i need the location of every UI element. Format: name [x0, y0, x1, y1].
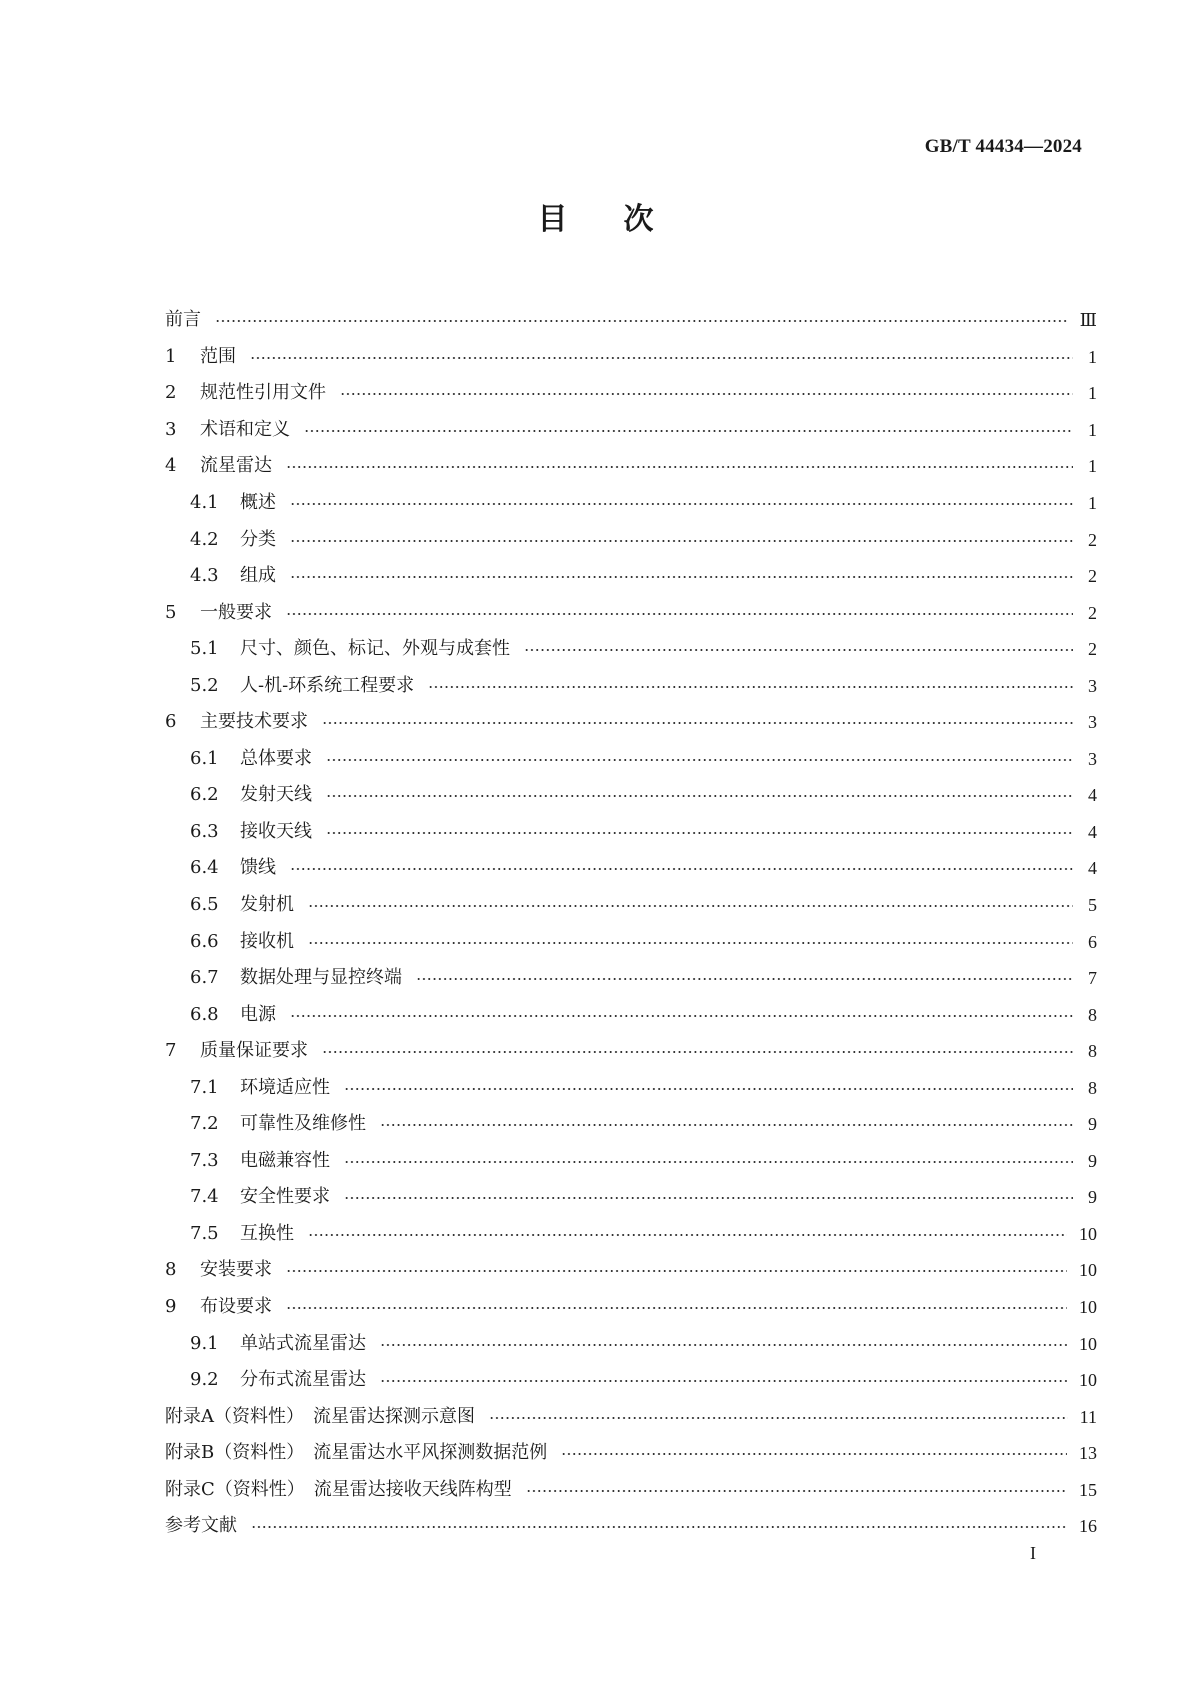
- toc-entry-title: 单站式流星雷达: [240, 1332, 366, 1354]
- toc-entry-title: 分类: [240, 528, 276, 550]
- dot-leader: [322, 1051, 1073, 1053]
- toc-entry-page: 2: [1088, 529, 1097, 550]
- dot-leader: [416, 978, 1073, 980]
- toc-entry-number: 4.2: [190, 528, 219, 550]
- toc-entry-title: 主要技术要求: [200, 711, 308, 733]
- toc-entry-number: 5: [165, 601, 177, 623]
- toc-entry-page: 1: [1088, 456, 1097, 477]
- toc-entry-title: 馈线: [240, 857, 276, 879]
- toc-entry[interactable]: [165, 923, 1097, 960]
- dot-leader: [290, 1015, 1073, 1017]
- dot-leader: [304, 430, 1073, 432]
- toc-entry-page: 9: [1088, 1150, 1097, 1171]
- toc-entry-page: 1: [1088, 493, 1097, 513]
- toc-entry-number: 7.2: [190, 1113, 219, 1135]
- toc-entry-title: 互换性: [240, 1222, 294, 1244]
- toc-entry-page: 3: [1088, 748, 1097, 769]
- toc-entry[interactable]: [165, 1435, 1097, 1472]
- toc-entry-number: 4.3: [190, 565, 219, 587]
- dot-leader: [428, 686, 1073, 688]
- toc-entry-title: 附录C（资料性） 流星雷达接收天线阵构型: [165, 1478, 512, 1500]
- toc-entry-title: 数据处理与显控终端: [240, 967, 402, 989]
- toc-entry-page: 4: [1088, 785, 1097, 806]
- dot-leader: [326, 795, 1073, 797]
- toc-entry-page: 1: [1088, 346, 1097, 367]
- toc-entry-number: 7: [165, 1040, 177, 1062]
- dot-leader: [290, 540, 1073, 542]
- toc-entry[interactable]: [165, 1216, 1097, 1253]
- toc-entry-number: 3: [165, 418, 177, 440]
- toc-entry[interactable]: [165, 485, 1097, 522]
- dot-leader: [290, 576, 1073, 578]
- toc-entry-number: 7.4: [190, 1186, 219, 1208]
- page-number: I: [1030, 1543, 1036, 1563]
- toc-entry[interactable]: [165, 667, 1097, 704]
- toc-entry-page: 1: [1088, 383, 1097, 404]
- toc-entry-page: 9: [1088, 1114, 1097, 1135]
- dot-leader: [380, 1380, 1067, 1382]
- toc-entry[interactable]: [165, 996, 1097, 1033]
- dot-leader: [326, 832, 1073, 834]
- toc-entry-page: 8: [1088, 1004, 1097, 1025]
- toc-entry[interactable]: [165, 558, 1097, 595]
- toc-entry-title: 发射机: [240, 894, 294, 916]
- dot-leader: [344, 1161, 1073, 1163]
- dot-leader: [215, 320, 1068, 322]
- toc-entry-title: 附录B（资料性） 流星雷达水平风探测数据范例: [165, 1442, 548, 1464]
- toc-entry-title: 总体要求: [240, 747, 312, 769]
- toc-entry[interactable]: [165, 814, 1097, 851]
- page-title: [0, 200, 1191, 240]
- toc-entry-page: 2: [1088, 639, 1097, 660]
- dot-leader: [290, 503, 1073, 505]
- toc-entry-page: 3: [1088, 675, 1097, 696]
- toc-entry-number: 7.5: [190, 1222, 219, 1244]
- title-char-2: 次: [623, 202, 654, 237]
- dot-leader: [344, 1088, 1073, 1090]
- toc-entry-page: 10: [1079, 1260, 1097, 1281]
- toc-entry-page: 2: [1088, 566, 1097, 587]
- toc-entry-number: 5.1: [190, 638, 219, 660]
- toc-entry-number: 6.3: [190, 820, 219, 842]
- toc-entry-title: 安全性要求: [240, 1186, 330, 1208]
- toc-entry-page: 5: [1088, 895, 1097, 916]
- toc-entry[interactable]: [165, 412, 1097, 449]
- toc-entry[interactable]: [165, 741, 1097, 778]
- toc-entry-page: 10: [1079, 1223, 1097, 1244]
- dot-leader: [290, 868, 1073, 870]
- toc-entry-title: 质量保证要求: [200, 1040, 308, 1062]
- toc-entry-title: 范围: [200, 345, 236, 367]
- toc-entry-page: 15: [1079, 1479, 1097, 1500]
- toc-entry-title: 前言: [165, 309, 201, 331]
- toc-entry-number: 9: [165, 1296, 177, 1318]
- toc-entry-number: 9.1: [190, 1332, 219, 1354]
- toc-entry[interactable]: [165, 1143, 1097, 1180]
- toc-entry-title: 接收天线: [240, 820, 312, 842]
- toc-entry[interactable]: [165, 1362, 1097, 1399]
- dot-leader: [308, 942, 1073, 944]
- dot-leader: [286, 1307, 1067, 1309]
- dot-leader: [526, 1490, 1067, 1492]
- toc-entry[interactable]: [165, 1179, 1097, 1216]
- dot-leader: [344, 1197, 1073, 1199]
- toc-entry-title: 组成: [240, 565, 276, 587]
- toc-entry[interactable]: [165, 1289, 1097, 1326]
- toc-entry-title: 安装要求: [200, 1259, 272, 1281]
- toc-entry-title: 参考文献: [165, 1515, 237, 1537]
- title-char-1: 目: [537, 202, 568, 237]
- dot-leader: [524, 649, 1073, 651]
- toc-entry-title: 环境适应性: [240, 1076, 330, 1098]
- toc-entry[interactable]: [165, 1472, 1097, 1509]
- dot-leader: [286, 466, 1073, 468]
- toc-entry[interactable]: [165, 448, 1097, 485]
- standard-code: GB/T 44434—2024: [924, 136, 1082, 157]
- dot-leader: [561, 1453, 1067, 1455]
- toc-entry-title: 术语和定义: [200, 418, 290, 440]
- dot-leader: [322, 722, 1073, 724]
- toc-entry-title: 电磁兼容性: [240, 1149, 330, 1171]
- toc-entry-title: 电源: [240, 1003, 276, 1025]
- toc-entry-title: 尺寸、颜色、标记、外观与成套性: [240, 638, 510, 660]
- dot-leader: [489, 1417, 1068, 1419]
- toc-entry[interactable]: [165, 1252, 1097, 1289]
- toc-entry-page: 9: [1088, 1187, 1097, 1208]
- toc-entry-number: 8: [165, 1259, 177, 1281]
- toc-entry-page: 8: [1088, 1041, 1097, 1062]
- toc-entry[interactable]: [165, 631, 1097, 668]
- dot-leader: [308, 905, 1073, 907]
- toc-entry-title: 流星雷达: [200, 455, 272, 477]
- toc-entry-number: 2: [165, 382, 177, 404]
- toc-entry-page: 10: [1079, 1297, 1097, 1318]
- toc-entry-number: 6.7: [190, 967, 219, 989]
- toc-entry-number: 6.4: [190, 857, 219, 879]
- dot-leader: [340, 393, 1073, 395]
- dot-leader: [380, 1344, 1067, 1346]
- toc-entry-page: 1: [1088, 419, 1097, 440]
- toc-entry-page: Ⅲ: [1079, 310, 1097, 331]
- toc-entry-page: 3: [1088, 712, 1097, 733]
- toc-entry-number: 5.2: [190, 674, 219, 696]
- toc-entry[interactable]: [165, 1325, 1097, 1362]
- toc-entry[interactable]: [165, 1069, 1097, 1106]
- toc-entry-page: 10: [1079, 1333, 1097, 1354]
- dot-leader: [250, 357, 1073, 359]
- toc-entry-page: 16: [1079, 1516, 1097, 1537]
- toc-entry-number: 6.8: [190, 1003, 219, 1025]
- dot-leader: [380, 1124, 1073, 1126]
- toc-entry-page: 6: [1088, 931, 1097, 952]
- dot-leader: [326, 759, 1073, 761]
- toc-entry-number: 4: [165, 455, 177, 477]
- toc-entry[interactable]: [165, 594, 1097, 631]
- toc-entry-number: 7.3: [190, 1149, 219, 1171]
- toc-entry-page: 4: [1088, 821, 1097, 842]
- toc-entry-page: 2: [1088, 602, 1097, 623]
- toc-entry-page: 4: [1088, 858, 1097, 879]
- toc-entry-title: 一般要求: [200, 601, 272, 623]
- toc-entry[interactable]: [165, 339, 1097, 376]
- toc-entry[interactable]: [165, 1398, 1097, 1435]
- toc-entry-number: 1: [165, 345, 177, 367]
- table-of-contents: [165, 302, 1097, 1545]
- toc-entry-title: 布设要求: [200, 1296, 272, 1318]
- toc-entry[interactable]: [165, 704, 1097, 741]
- toc-entry-title: 概述: [240, 492, 276, 513]
- toc-entry[interactable]: [165, 887, 1097, 924]
- toc-entry-title: 规范性引用文件: [200, 382, 326, 404]
- toc-entry-number: 6.2: [190, 784, 219, 806]
- toc-entry[interactable]: [165, 302, 1097, 339]
- toc-entry-number: 6.1: [190, 747, 219, 769]
- toc-entry-title: 发射天线: [240, 784, 312, 806]
- toc-entry[interactable]: [165, 375, 1097, 412]
- toc-entry-page: 13: [1079, 1443, 1097, 1464]
- dot-leader: [251, 1526, 1067, 1528]
- toc-entry[interactable]: [165, 1508, 1097, 1545]
- dot-leader: [308, 1234, 1067, 1236]
- toc-entry-number: 6.6: [190, 930, 219, 952]
- dot-leader: [286, 613, 1073, 615]
- toc-entry-number: 6: [165, 711, 177, 733]
- toc-entry[interactable]: [165, 850, 1097, 887]
- dot-leader: [286, 1270, 1067, 1272]
- toc-entry-number: 9.2: [190, 1369, 219, 1391]
- toc-entry-number: 4.1: [190, 492, 219, 513]
- toc-entry-number: 7.1: [190, 1076, 219, 1098]
- toc-entry-number: 6.5: [190, 894, 219, 916]
- toc-entry-title: 接收机: [240, 930, 294, 952]
- toc-entry-page: 7: [1088, 968, 1097, 989]
- toc-entry-title: 人-机-环系统工程要求: [240, 674, 415, 696]
- toc-entry-page: 8: [1088, 1077, 1097, 1098]
- toc-entry-title: 分布式流星雷达: [240, 1369, 366, 1391]
- toc-entry-title: 可靠性及维修性: [240, 1113, 366, 1135]
- toc-entry[interactable]: [165, 521, 1097, 558]
- toc-entry-title: 附录A（资料性） 流星雷达探测示意图: [165, 1405, 475, 1427]
- toc-entry[interactable]: [165, 777, 1097, 814]
- toc-entry-page: 11: [1079, 1406, 1097, 1427]
- toc-entry[interactable]: [165, 960, 1097, 997]
- toc-entry-page: 10: [1079, 1370, 1097, 1391]
- toc-entry[interactable]: [165, 1033, 1097, 1070]
- toc-entry[interactable]: [165, 1106, 1097, 1143]
